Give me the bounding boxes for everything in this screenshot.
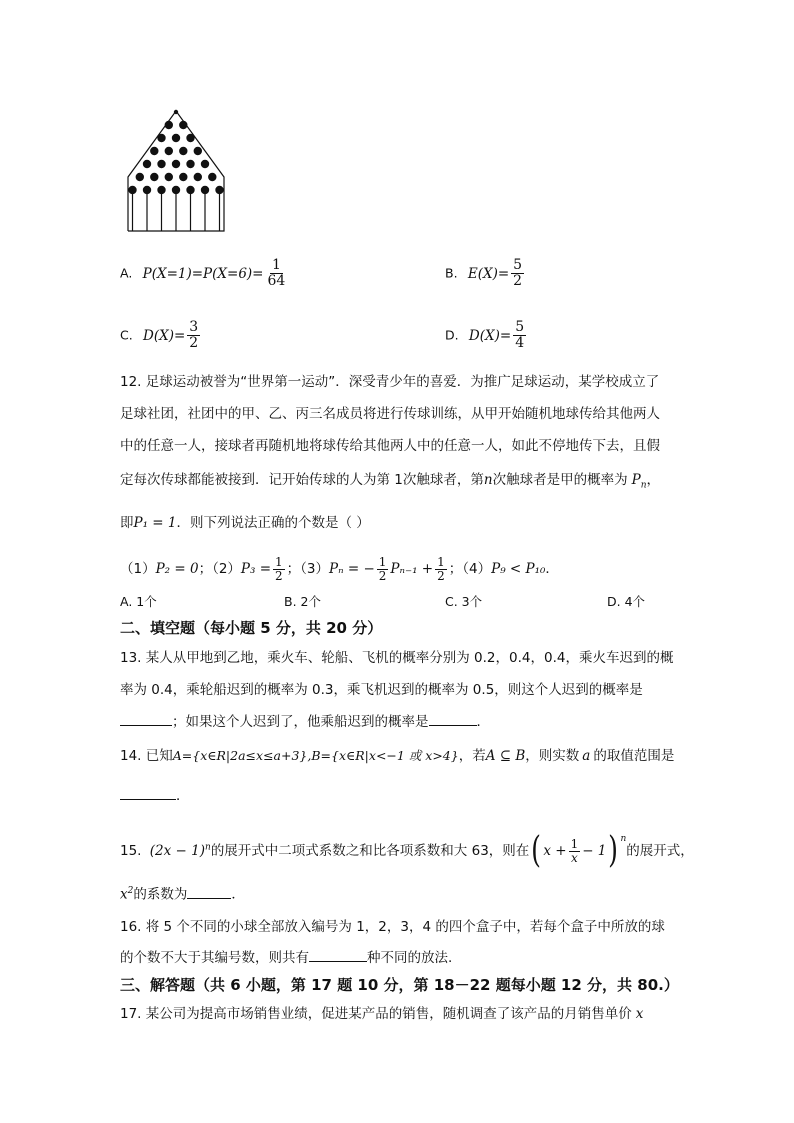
q12-s3-num-2: 1 — [437, 554, 445, 569]
peg — [165, 121, 173, 129]
q15-expr-2-fraction — [569, 838, 581, 865]
q15-expr-2-b: − 1 — [582, 843, 607, 859]
q13-line-3 — [120, 711, 490, 732]
peg — [174, 110, 178, 114]
peg — [150, 147, 158, 155]
q12-var-p: P — [631, 472, 641, 488]
q13-line-3-b: ． — [476, 714, 490, 730]
q15-expr-1-sup: n — [205, 842, 211, 853]
peg — [157, 134, 165, 142]
peg — [150, 173, 158, 181]
q16-line-2-a: 的个数不大于其编号数，则共有 — [120, 950, 309, 966]
q11-option-a-den: 64 — [267, 273, 286, 289]
q12-line-4-end: ， — [646, 472, 660, 488]
peg — [143, 186, 151, 194]
q16-blank[interactable] — [309, 947, 367, 962]
q15-text-b: 的展开式， — [626, 843, 694, 859]
q12-line-5-a: 即 — [120, 515, 134, 531]
q12-choice-a: A. 1个 — [120, 594, 157, 609]
q11-option-c-fraction — [187, 320, 200, 351]
q12-line-5 — [120, 513, 370, 533]
q13-blank-2[interactable] — [429, 711, 477, 726]
section-2-heading: 二、填空题（每小题 5 分，共 20 分） — [120, 619, 383, 637]
q13-line-2: 率为 0.4，乘轮船迟到的概率为 0.3，乘飞机迟到的概率为 0.5，则这个人迟到的概率是 — [120, 682, 643, 698]
q15-expr-2-a: x + — [543, 843, 567, 859]
section-3-heading: 三、解答题（共 6 小题，第 17 题 10 分，第 18－22 题每小题 12 分，共 80.） — [120, 976, 679, 994]
q11-option-a-num: 1 — [271, 257, 281, 273]
q17-var-x: x — [635, 1006, 644, 1022]
q12-s3-fraction-1 — [377, 556, 389, 583]
q15-text-a: 的展开式中二项式系数之和比各项系数和大 63，则在 — [210, 843, 530, 859]
q12-var-p-sub: n — [640, 480, 647, 491]
q11-option-c-label: C. — [120, 327, 133, 343]
q12-statements — [120, 553, 559, 585]
q14-line-1-d: 的取值范围是 — [593, 748, 675, 764]
q11-option-c — [120, 320, 202, 351]
q14-line-1-b: ，若 — [458, 748, 486, 764]
q12-s2-fraction — [273, 556, 285, 583]
q12-line-4-b: 次触球者是甲的概率为 — [492, 472, 628, 488]
q12-s3-den: 2 — [378, 568, 387, 583]
q12-s3-lhs: Pₙ = − — [329, 561, 375, 577]
q15-var-x: x — [120, 886, 128, 903]
q15-paren-left: ( — [531, 830, 542, 871]
q11-option-c-num: 3 — [189, 319, 199, 335]
q15-expr-2-num: 1 — [570, 836, 579, 851]
q12-choice-d: D. 4个 — [607, 594, 646, 609]
q11-option-c-lhs: D(X)= — [143, 327, 186, 344]
q14-line-1-c: ，则实数 — [525, 748, 580, 764]
q15-line-1 — [120, 820, 694, 870]
peg — [208, 173, 216, 181]
q11-option-d-num: 5 — [515, 319, 525, 335]
q11-option-b-num: 5 — [513, 257, 523, 273]
peg — [194, 147, 202, 155]
q13-line-3-a: ；如果这个人迟到了，他乘船迟到的概率是 — [172, 714, 429, 730]
q11-option-a-lhs: P(X=1)=P(X=6)= — [142, 265, 264, 282]
q14-line-1-a: 14. 已知 — [120, 748, 173, 764]
q12-line-5-b: ．则下列说法正确的个数是（ ） — [176, 515, 370, 531]
peg — [128, 186, 136, 194]
q11-option-b — [445, 258, 526, 289]
q12-choice-b: B. 2个 — [284, 594, 321, 609]
peg — [179, 173, 187, 181]
q11-option-b-label: B. — [445, 265, 458, 281]
q14-relation: A ⊆ B — [485, 748, 526, 764]
q12-s4-end: ． — [545, 561, 559, 577]
q15-line-2-end: ． — [231, 886, 245, 903]
q12-line-1: 12. 足球运动被誉为“世界第一运动”．深受青少年的喜爱．为推广足球运动，某学校成立了 — [120, 374, 660, 390]
q12-line-4 — [120, 470, 660, 496]
peg — [194, 173, 202, 181]
q11-option-d-lhs: D(X)= — [468, 327, 512, 344]
q12-s2-num: 1 — [275, 554, 283, 569]
peg — [143, 160, 151, 168]
q12-s3-den-2: 2 — [437, 568, 445, 583]
q12-line-5-math: P₁ = 1 — [133, 515, 177, 531]
q11-option-d-label: D. — [445, 327, 459, 343]
q15-label: 15. — [120, 843, 142, 859]
q16-line-2 — [120, 947, 452, 968]
peg — [186, 134, 194, 142]
peg — [165, 173, 173, 181]
q17-line-1 — [120, 1004, 643, 1024]
q11-option-b-lhs: E(X)= — [467, 265, 510, 282]
q12-s3-label: ；（3） — [286, 561, 330, 577]
peg — [165, 147, 173, 155]
board-pegs — [128, 110, 223, 194]
peg — [157, 186, 165, 194]
q13-blank-1[interactable] — [120, 711, 172, 726]
q12-s2-lhs: P₃ = — [240, 561, 272, 577]
q12-s3-num: 1 — [378, 554, 387, 569]
q11-option-b-fraction — [511, 258, 524, 289]
q11-option-a — [120, 258, 289, 289]
peg — [201, 160, 209, 168]
q12-line-3: 中的任意一人，接球者再随机地将球传给其他两人中的任意一人，如此不停地传下去，且假 — [120, 438, 660, 454]
peg — [179, 147, 187, 155]
q12-line-4-a: 定每次传球都能被接到．记开始传球的人为第 1次触球者，第 — [120, 472, 484, 488]
q12-s2-den: 2 — [275, 568, 283, 583]
q12-s4-math: P₉ < P₁₀ — [491, 561, 546, 577]
q15-blank[interactable] — [187, 884, 231, 899]
q12-s3-mid: Pₙ₋₁ + — [390, 561, 434, 577]
q14-line-2 — [120, 785, 190, 806]
q15-expr-2-sup: n — [620, 834, 627, 844]
q12-choice-c: C. 3个 — [445, 594, 483, 609]
q16-line-1: 16. 将 5 个不同的小球全部放入编号为 1，2，3，4 的四个盒子中，若每个盒子中所放的球 — [120, 919, 665, 935]
q12-s3-fraction-2 — [435, 556, 447, 583]
q17-line-1-text: 17. 某公司为提高市场销售业绩，促进某产品的销售，随机调查了该产品的月销售单价 — [120, 1006, 632, 1022]
peg — [172, 134, 180, 142]
q16-line-2-b: 种不同的放法. — [367, 950, 453, 966]
q11-option-a-fraction — [266, 258, 288, 289]
galton-board-figure — [124, 105, 228, 235]
peg — [201, 186, 209, 194]
peg — [179, 121, 187, 129]
q14-blank[interactable] — [120, 785, 176, 800]
q12-s1-math: P₂ = 0 — [155, 561, 199, 577]
peg — [186, 186, 194, 194]
q12-s1-label: （1） — [120, 561, 156, 577]
q11-option-a-label: A. — [120, 265, 133, 281]
q15-line-2-a: 的系数为 — [133, 886, 188, 903]
peg — [186, 160, 194, 168]
q12-line-2: 足球社团，社团中的甲、乙、丙三名成员将进行传球训练，从甲开始随机地球传给其他两人 — [120, 406, 660, 422]
q11-option-c-den: 2 — [189, 335, 199, 351]
q13-line-1: 13. 某人从甲地到乙地，乘火车、轮船、飞机的概率分别为 0.2，0.4，0.4，乘火车迟到的概 — [120, 650, 674, 666]
peg — [172, 186, 180, 194]
q12-var-n: n — [483, 472, 493, 488]
q15-paren-right: ) — [608, 830, 619, 871]
q14-var-a: a — [582, 748, 591, 764]
peg — [157, 160, 165, 168]
q14-line-1 — [120, 746, 674, 766]
peg — [172, 160, 180, 168]
q12-s2-label: ；（2） — [198, 561, 241, 577]
board-slots — [133, 193, 220, 231]
q12-s4-label: ；（4） — [448, 561, 492, 577]
q15-var-x-sup: 2 — [127, 886, 134, 896]
q14-sets: A={x∈R|2a≤x≤a+3},B={x∈R|x<−1 或 x>4} — [172, 748, 459, 763]
peg — [215, 186, 223, 194]
q15-expr-2-den: x — [570, 850, 578, 865]
q11-option-b-den: 2 — [513, 273, 523, 289]
q11-option-d-den: 4 — [515, 335, 525, 351]
peg — [136, 173, 144, 181]
q14-line-2-end: ． — [176, 788, 190, 804]
q15-line-2 — [120, 881, 245, 905]
q11-option-d-fraction — [513, 320, 526, 351]
q15-expr-1: (2x − 1) — [149, 843, 206, 859]
q11-option-d — [445, 320, 528, 351]
